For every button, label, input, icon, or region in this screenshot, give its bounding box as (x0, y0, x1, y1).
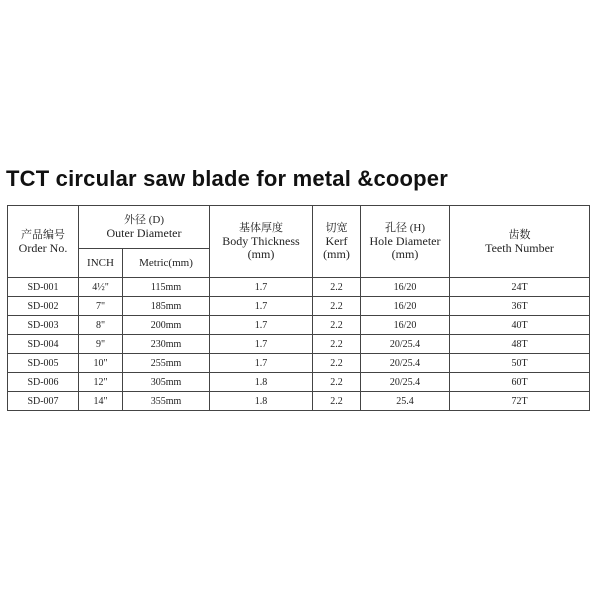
cell-hole: 20/25.4 (361, 373, 450, 392)
cell-inch: 7" (79, 297, 123, 316)
table-row (8, 354, 590, 373)
cell-hole: 16/20 (361, 278, 450, 297)
cell-metric: 185mm (123, 297, 210, 316)
cell-kerf: 2.2 (313, 354, 361, 373)
cell-metric: 305mm (123, 373, 210, 392)
table-row (8, 373, 590, 392)
cell-order: SD-004 (8, 335, 79, 354)
cell-metric: 200mm (123, 316, 210, 335)
cell-teeth: 36T (450, 297, 590, 316)
cell-order: SD-007 (8, 392, 79, 411)
cell-hole: 20/25.4 (361, 335, 450, 354)
cell-hole: 25.4 (361, 392, 450, 411)
cell-metric: 230mm (123, 335, 210, 354)
cell-teeth: 60T (450, 373, 590, 392)
hole-diameter-header: 孔径 (H) Hole Diameter (mm) (361, 206, 450, 278)
cell-metric: 255mm (123, 354, 210, 373)
cell-kerf: 2.2 (313, 278, 361, 297)
page-title: TCT circular saw blade for metal &cooper (6, 166, 449, 191)
cell-inch: 8" (79, 316, 123, 335)
cell-inch: 9" (79, 335, 123, 354)
cell-teeth: 24T (450, 278, 590, 297)
cell-order: SD-006 (8, 373, 79, 392)
cell-kerf: 2.2 (313, 335, 361, 354)
table-row (8, 392, 590, 411)
metric-header: Metric(mm) (123, 249, 210, 278)
kerf-header: 切宽 Kerf (mm) (313, 206, 361, 278)
teeth-number-header: 齿数 Teeth Number (450, 206, 590, 278)
cell-inch: 10" (79, 354, 123, 373)
cell-inch: 12" (79, 373, 123, 392)
cell-body: 1.7 (210, 316, 313, 335)
table-row (8, 278, 590, 297)
cell-body: 1.7 (210, 335, 313, 354)
cell-order: SD-005 (8, 354, 79, 373)
cell-body: 1.8 (210, 392, 313, 411)
cell-metric: 355mm (123, 392, 210, 411)
header-row (8, 206, 590, 249)
cell-body: 1.7 (210, 278, 313, 297)
cell-kerf: 2.2 (313, 297, 361, 316)
cell-body: 1.7 (210, 354, 313, 373)
cell-metric: 115mm (123, 278, 210, 297)
inch-header: INCH (79, 249, 123, 278)
cell-body: 1.8 (210, 373, 313, 392)
cell-kerf: 2.2 (313, 373, 361, 392)
spec-table (7, 205, 590, 411)
cell-order: SD-003 (8, 316, 79, 335)
cell-inch: 4½" (79, 278, 123, 297)
cell-kerf: 2.2 (313, 392, 361, 411)
cell-order: SD-002 (8, 297, 79, 316)
table-row (8, 335, 590, 354)
cell-teeth: 72T (450, 392, 590, 411)
order-no-header: 产品编号 Order No. (8, 206, 79, 278)
cell-hole: 16/20 (361, 297, 450, 316)
cell-teeth: 48T (450, 335, 590, 354)
table-row (8, 316, 590, 335)
cell-body: 1.7 (210, 297, 313, 316)
cell-order: SD-001 (8, 278, 79, 297)
cell-kerf: 2.2 (313, 316, 361, 335)
cell-teeth: 40T (450, 316, 590, 335)
cell-inch: 14" (79, 392, 123, 411)
outer-diameter-header: 外径 (D) Outer Diameter (79, 206, 210, 249)
cell-hole: 16/20 (361, 316, 450, 335)
cell-hole: 20/25.4 (361, 354, 450, 373)
table-row (8, 297, 590, 316)
cell-teeth: 50T (450, 354, 590, 373)
body-thickness-header: 基体厚度 Body Thickness (mm) (210, 206, 313, 278)
